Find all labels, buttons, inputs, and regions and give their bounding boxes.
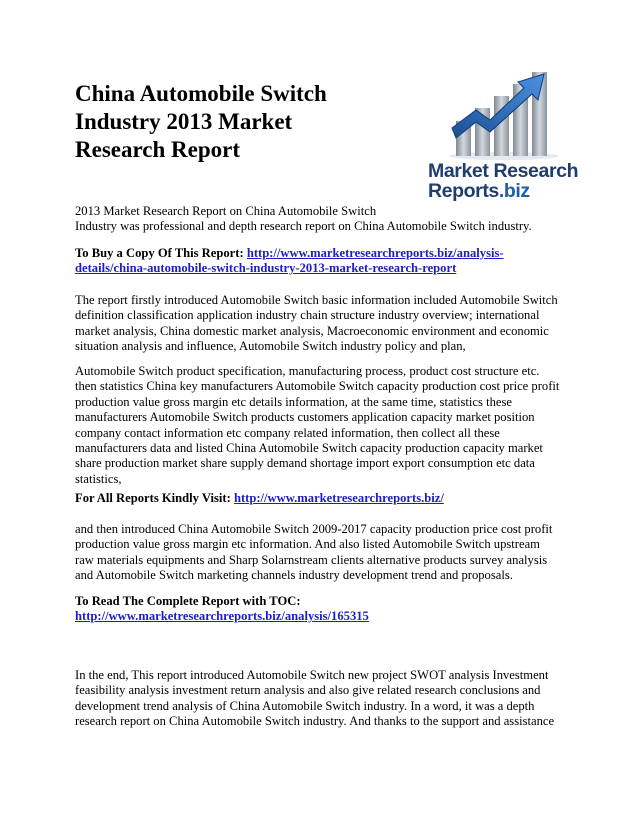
logo-text-tld: .biz bbox=[498, 180, 530, 202]
text-line: 2013 Market Research Report on China Automobile Switch bbox=[75, 204, 377, 218]
text-line: The report firstly introduced Automobile Switch basic information included Automobile Switch bbox=[75, 293, 558, 307]
paragraph-product-spec bbox=[75, 364, 575, 487]
text-line: situation analysis and influence, Automobile Switch industry policy and plan, bbox=[75, 339, 466, 354]
visit-section bbox=[75, 491, 575, 506]
buy-report-section bbox=[75, 246, 575, 277]
text-line: company contact information etc company related information, then collect all these bbox=[75, 425, 500, 440]
toc-report-link[interactable]: http://www.marketresearchreports.biz/analysis/165315 bbox=[75, 609, 369, 624]
link-text: http://www.marketresearchreports.biz/analysis- bbox=[246, 246, 504, 260]
text-line: development trend analysis of China Automobile Switch industry. In a word, it was a depth bbox=[75, 698, 535, 713]
title-line: Industry 2013 Market bbox=[75, 109, 293, 134]
paragraph-upstream bbox=[75, 522, 575, 584]
text-line: and then introduced China Automobile Switch 2009-2017 capacity production price cost profit bbox=[75, 522, 553, 536]
text-line: In the end, This report introduced Automobile Switch new project SWOT analysis Investment bbox=[75, 668, 549, 682]
market-research-reports-logo bbox=[424, 66, 579, 206]
logo-text-main: Reports bbox=[428, 180, 499, 202]
visit-label: For All Reports Kindly Visit: bbox=[75, 491, 231, 505]
page-title bbox=[75, 80, 405, 164]
bar-chart-arrow-icon bbox=[424, 66, 574, 161]
paragraph-conclusion bbox=[75, 668, 575, 730]
toc-label: To Read The Complete Report with TOC: bbox=[75, 594, 301, 608]
toc-section bbox=[75, 594, 575, 625]
paragraph-basic-info bbox=[75, 293, 575, 355]
logo-text-line2 bbox=[428, 180, 530, 203]
buy-label: To Buy a Copy Of This Report: bbox=[75, 246, 244, 260]
text-line: then statistics China key manufacturers Automobile Switch capacity production cost price profit bbox=[75, 379, 560, 394]
text-line: statistics, bbox=[75, 471, 122, 486]
text-line: raw materials equipments and Sharp Solarnstream clients alternative products survey analysis bbox=[75, 552, 548, 567]
text-line: manufacturers Automobile Switch products customers application capacity market position bbox=[75, 410, 535, 425]
text-line: and Automobile Switch marketing channels industry development trend and proposals. bbox=[75, 568, 513, 583]
text-line: definition classification application industry chain structure industry overview; international bbox=[75, 308, 540, 323]
visit-site-link[interactable]: http://www.marketresearchreports.biz/ bbox=[233, 491, 444, 505]
text-line: production value gross margin etc information. And also listed Automobile Switch upstream bbox=[75, 537, 540, 552]
text-line: production value gross margin etc details information, at the same time, statistics these bbox=[75, 394, 512, 409]
title-line: Research Report bbox=[75, 137, 240, 162]
title-line: China Automobile Switch bbox=[75, 81, 327, 106]
link-text: details/china-automobile-switch-industry-2013-market-research-report bbox=[75, 261, 457, 276]
logo-text-line1: Market Research bbox=[428, 160, 579, 182]
text-line: share production market share supply demand shortage import export consumption etc data bbox=[75, 456, 535, 471]
text-line: manufacturers data and listed China Automobile Switch capacity production capacity market bbox=[75, 441, 543, 456]
text-line: Industry was professional and depth research report on China Automobile Switch industry. bbox=[75, 219, 532, 234]
intro-paragraph bbox=[75, 204, 575, 235]
text-line: market analysis, China domestic market analysis, Macroeconomic environment and economic bbox=[75, 323, 549, 338]
text-line: Automobile Switch product specification, manufacturing process, product cost structure etc. bbox=[75, 364, 540, 378]
text-line: feasibility analysis investment return analysis and also give related research conclusions and bbox=[75, 683, 541, 698]
text-line: research report on China Automobile Switch industry. And thanks to the support and assistance bbox=[75, 714, 555, 729]
